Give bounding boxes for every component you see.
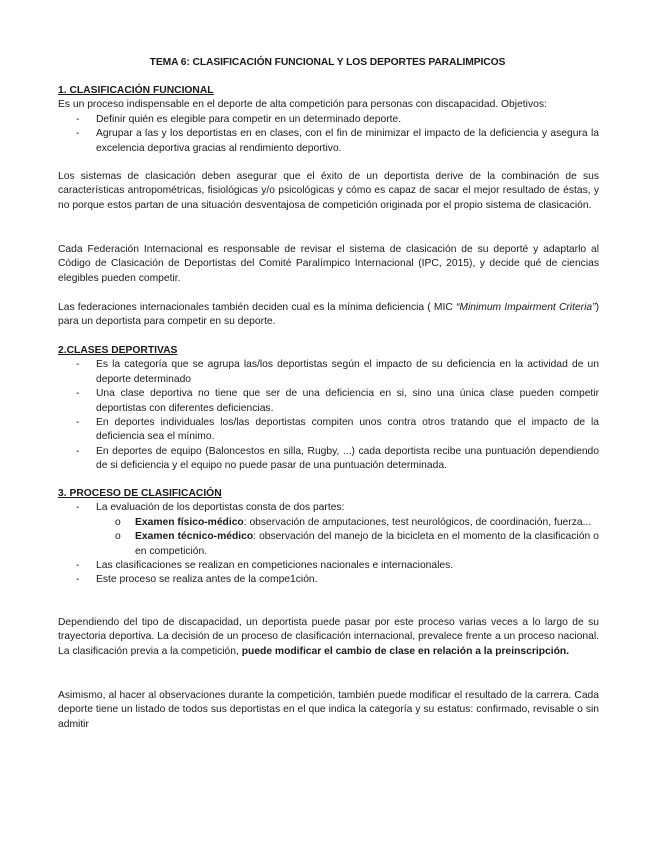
paragraph-sistemas: Los sistemas de clasicación deben asegurar que el éxito de un deportista derive de la combinación de sus características antropométricas, fisiológicas y/o psicológicas y cómo es capaz de sacar el mejor resultado de éstas, y no porque estos partan de una situación desventajosa de competición originada por el propio sistema de clasicación. <box>58 171 599 211</box>
evaluation-text: La evaluación de los deportistas consta de dos partes: <box>96 502 345 514</box>
exam-physical-text: : observación de amputaciones, test neurológicos, de coordinación, fuerza... <box>243 516 592 528</box>
paragraph-federacion: Cada Federación Internacional es responsable de revisar el sistema de clasicación de su deporté y adaptarlo al Código de Clasicación de Deportistas del Comité Paralímpico Internacional (IPC, 2015), y decide qué de ciencias elegibles pueden competir. <box>58 244 599 284</box>
mic-text-after: ) para un deportista para competir en su deporte. <box>58 302 599 328</box>
paragraph-dependiendo <box>58 616 599 659</box>
section-1 <box>58 84 599 156</box>
paragraph-asimismo: Asimismo, al hacer al observaciones durante la competición, también puede modificar el resultado de la carrera. Cada deporte tiene un listado de todos sus deportistas en el que indica la categoría y su estatus: confirmado, revisable o sin admitir <box>58 690 599 730</box>
mic-text-before: Las federaciones internacionales también deciden cual es la mínima deficiencia ( MIC <box>58 302 456 313</box>
list-item: - Una clase deportiva no tiene que ser de una deficiencia en si, sino una única clase pueden competir deportistas con diferentes deficiencias. <box>58 387 599 416</box>
section-3-list-cont <box>58 559 599 588</box>
exam-technical-label: Examen técnico-médico <box>135 531 254 543</box>
section-1-heading: 1. CLASIFICACIÓN FUNCIONAL <box>58 85 214 96</box>
list-item: - En deportes de equipo (Baloncestos en silla, Rugby, ...) cada deportista recibe una puntuación dependiendo de si deficiencia y el equipo no puede pasar de una puntuación determinada. <box>58 445 599 474</box>
mic-italic-term: “Minimum Impairment Criteria” <box>455 302 596 313</box>
section-2-list <box>58 358 599 473</box>
sub-list-item <box>58 530 599 559</box>
section-2-heading: 2.CLASES DEPORTIVAS <box>58 345 178 356</box>
list-item: - Este proceso se realiza antes de la compe1ción. <box>58 573 599 587</box>
list-item: - Es la categoría que se agrupa las/los deportistas según el impacto de su deficiencia en la actividad de un deporte determinado <box>58 358 599 387</box>
dependiendo-text: Dependiendo del tipo de discapacidad, un deportista puede pasar por este proceso varias veces a lo largo de su trayectoria deportiva. La decisión de un proceso de clasificación internacional, prevalece frente a un proceso nacional. La clasificación previa a la competición, <box>58 617 599 657</box>
list-item: - Las clasificaciones se realizan en competiciones nacionales e internacionales. <box>58 559 599 573</box>
paragraph-mic <box>58 301 599 330</box>
section-3 <box>58 487 599 588</box>
section-2 <box>58 344 599 474</box>
section-3-heading: 3. PROCESO DE CLASIFICACIÓN <box>58 488 222 499</box>
sub-list-item <box>58 516 599 530</box>
list-item: - Agrupar a las y los deportistas en en clases, con el fin de minimizar el impacto de la deficiencia y asegura la excelencia deportiva gracias al rendimiento deportivo. <box>58 127 599 156</box>
exam-physical-label: Examen físico-médico <box>135 516 244 528</box>
dependiendo-bold: puede modificar el cambio de clase en relación a la preinscripción. <box>241 645 570 657</box>
list-item: - En deportes individuales los/las deportistas compiten unos contra otros tratando que el impacto de la deficiencia sea el mínimo. <box>58 416 599 445</box>
section-3-list <box>58 501 599 515</box>
evaluation-sublist <box>58 516 599 559</box>
list-item <box>58 501 599 515</box>
document-title: TEMA 6: CLASIFICACIÓN FUNCIONAL Y LOS DEPORTES PARALIMPICOS <box>149 57 506 68</box>
section-1-objectives-list <box>58 113 599 156</box>
exam-technical-text: : observación del manejo de la bicicleta en el momento de la clasificación o en competición. <box>135 531 599 557</box>
section-1-intro: Es un proceso indispensable en el deporte de alta competición para personas con discapacidad. Objetivos: <box>58 99 547 111</box>
list-item: - Definir quién es elegible para competir en un determinado deporte. <box>58 113 599 127</box>
